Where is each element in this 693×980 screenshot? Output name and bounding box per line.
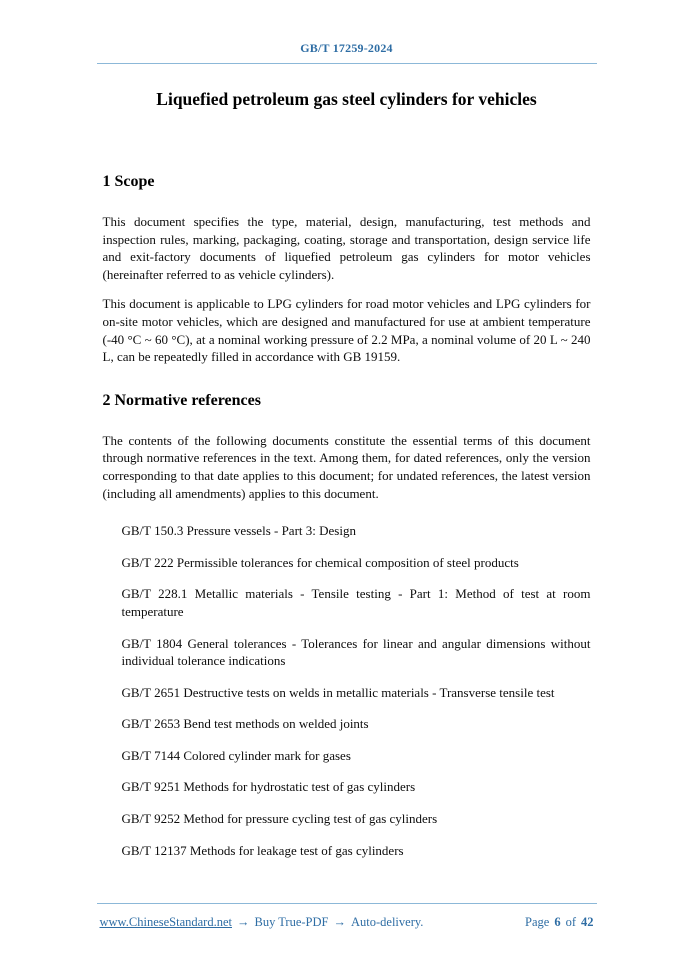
document-content xyxy=(103,89,591,859)
section-heading-scope: 1 Scope xyxy=(102,173,155,190)
reference-item: GB/T 1804 General tolerances - Tolerances for linear and angular dimensions without individual tolerance indications xyxy=(121,635,591,669)
of-label: of xyxy=(565,915,576,929)
page-label: Page xyxy=(525,915,550,929)
document-title: Liquefied petroleum gas steel cylinders for vehicles xyxy=(156,89,537,109)
reference-item: GB/T 7144 Colored cylinder mark for gases xyxy=(121,747,351,763)
page-footer xyxy=(0,903,693,980)
arrow-icon: → xyxy=(333,915,346,929)
reference-item: GB/T 9252 Method for pressure cycling test of gas cylinders xyxy=(121,811,438,827)
reference-item: GB/T 150.3 Pressure vessels - Part 3: Design xyxy=(121,523,356,539)
reference-item: GB/T 12137 Methods for leakage test of gas cylinders xyxy=(121,842,404,858)
footer-row xyxy=(100,915,594,930)
reference-item: GB/T 222 Permissible tolerances for chemical composition of steel products xyxy=(121,554,519,570)
standard-number: GB/T 17259-2024 xyxy=(300,41,393,55)
header-divider xyxy=(97,63,597,64)
footer-divider xyxy=(97,903,597,904)
page-indicator xyxy=(525,915,593,930)
reference-item: GB/T 9251 Methods for hydrostatic test of gas cylinders xyxy=(121,779,416,795)
page-number: 6 xyxy=(554,915,561,929)
site-link[interactable]: www.ChineseStandard.net xyxy=(99,915,232,929)
arrow-icon: → xyxy=(237,915,250,929)
scope-paragraph: This document is applicable to LPG cylinders for road motor vehicles and LPG cylinders for on-site motor vehicles, which are designed and manufactured for use at ambient temperature (-40 °C ~ 60 °C), at a nominal working pressure of 2.2 MPa, a nominal volume of 20 L ~ 240 L, can be repeatedly filled in accordance with GB 19159. xyxy=(102,296,591,365)
reference-item: GB/T 228.1 Metallic materials - Tensile testing - Part 1: Method of test at room temperature xyxy=(121,586,591,619)
reference-item: GB/T 2651 Destructive tests on welds in metallic materials - Transverse tensile test xyxy=(121,684,555,700)
footer-left xyxy=(100,915,424,930)
scope-paragraph: This document specifies the type, material, design, manufacturing, test methods and inspection rules, marking, packaging, coating, storage and transportation, design service life and exit-factory documents of liquefied petroleum gas cylinders for motor vehicles (hereinafter referred to as vehicle cylinders). xyxy=(102,214,591,282)
total-pages: 42 xyxy=(581,915,594,929)
reference-item: GB/T 2653 Bend test methods on welded joints xyxy=(121,716,369,732)
buy-pdf-label: Buy True-PDF xyxy=(254,915,329,929)
normative-references-paragraph: The contents of the following documents constitute the essential terms of this document through normative references in the text. Among them, for dated references, only the version corresponding to that date applies to this document; for undated references, the latest version (including all amendments) applies to this document. xyxy=(102,432,591,501)
section-heading-normative-references: 2 Normative references xyxy=(102,391,261,409)
auto-delivery-label: Auto-delivery. xyxy=(351,915,424,929)
